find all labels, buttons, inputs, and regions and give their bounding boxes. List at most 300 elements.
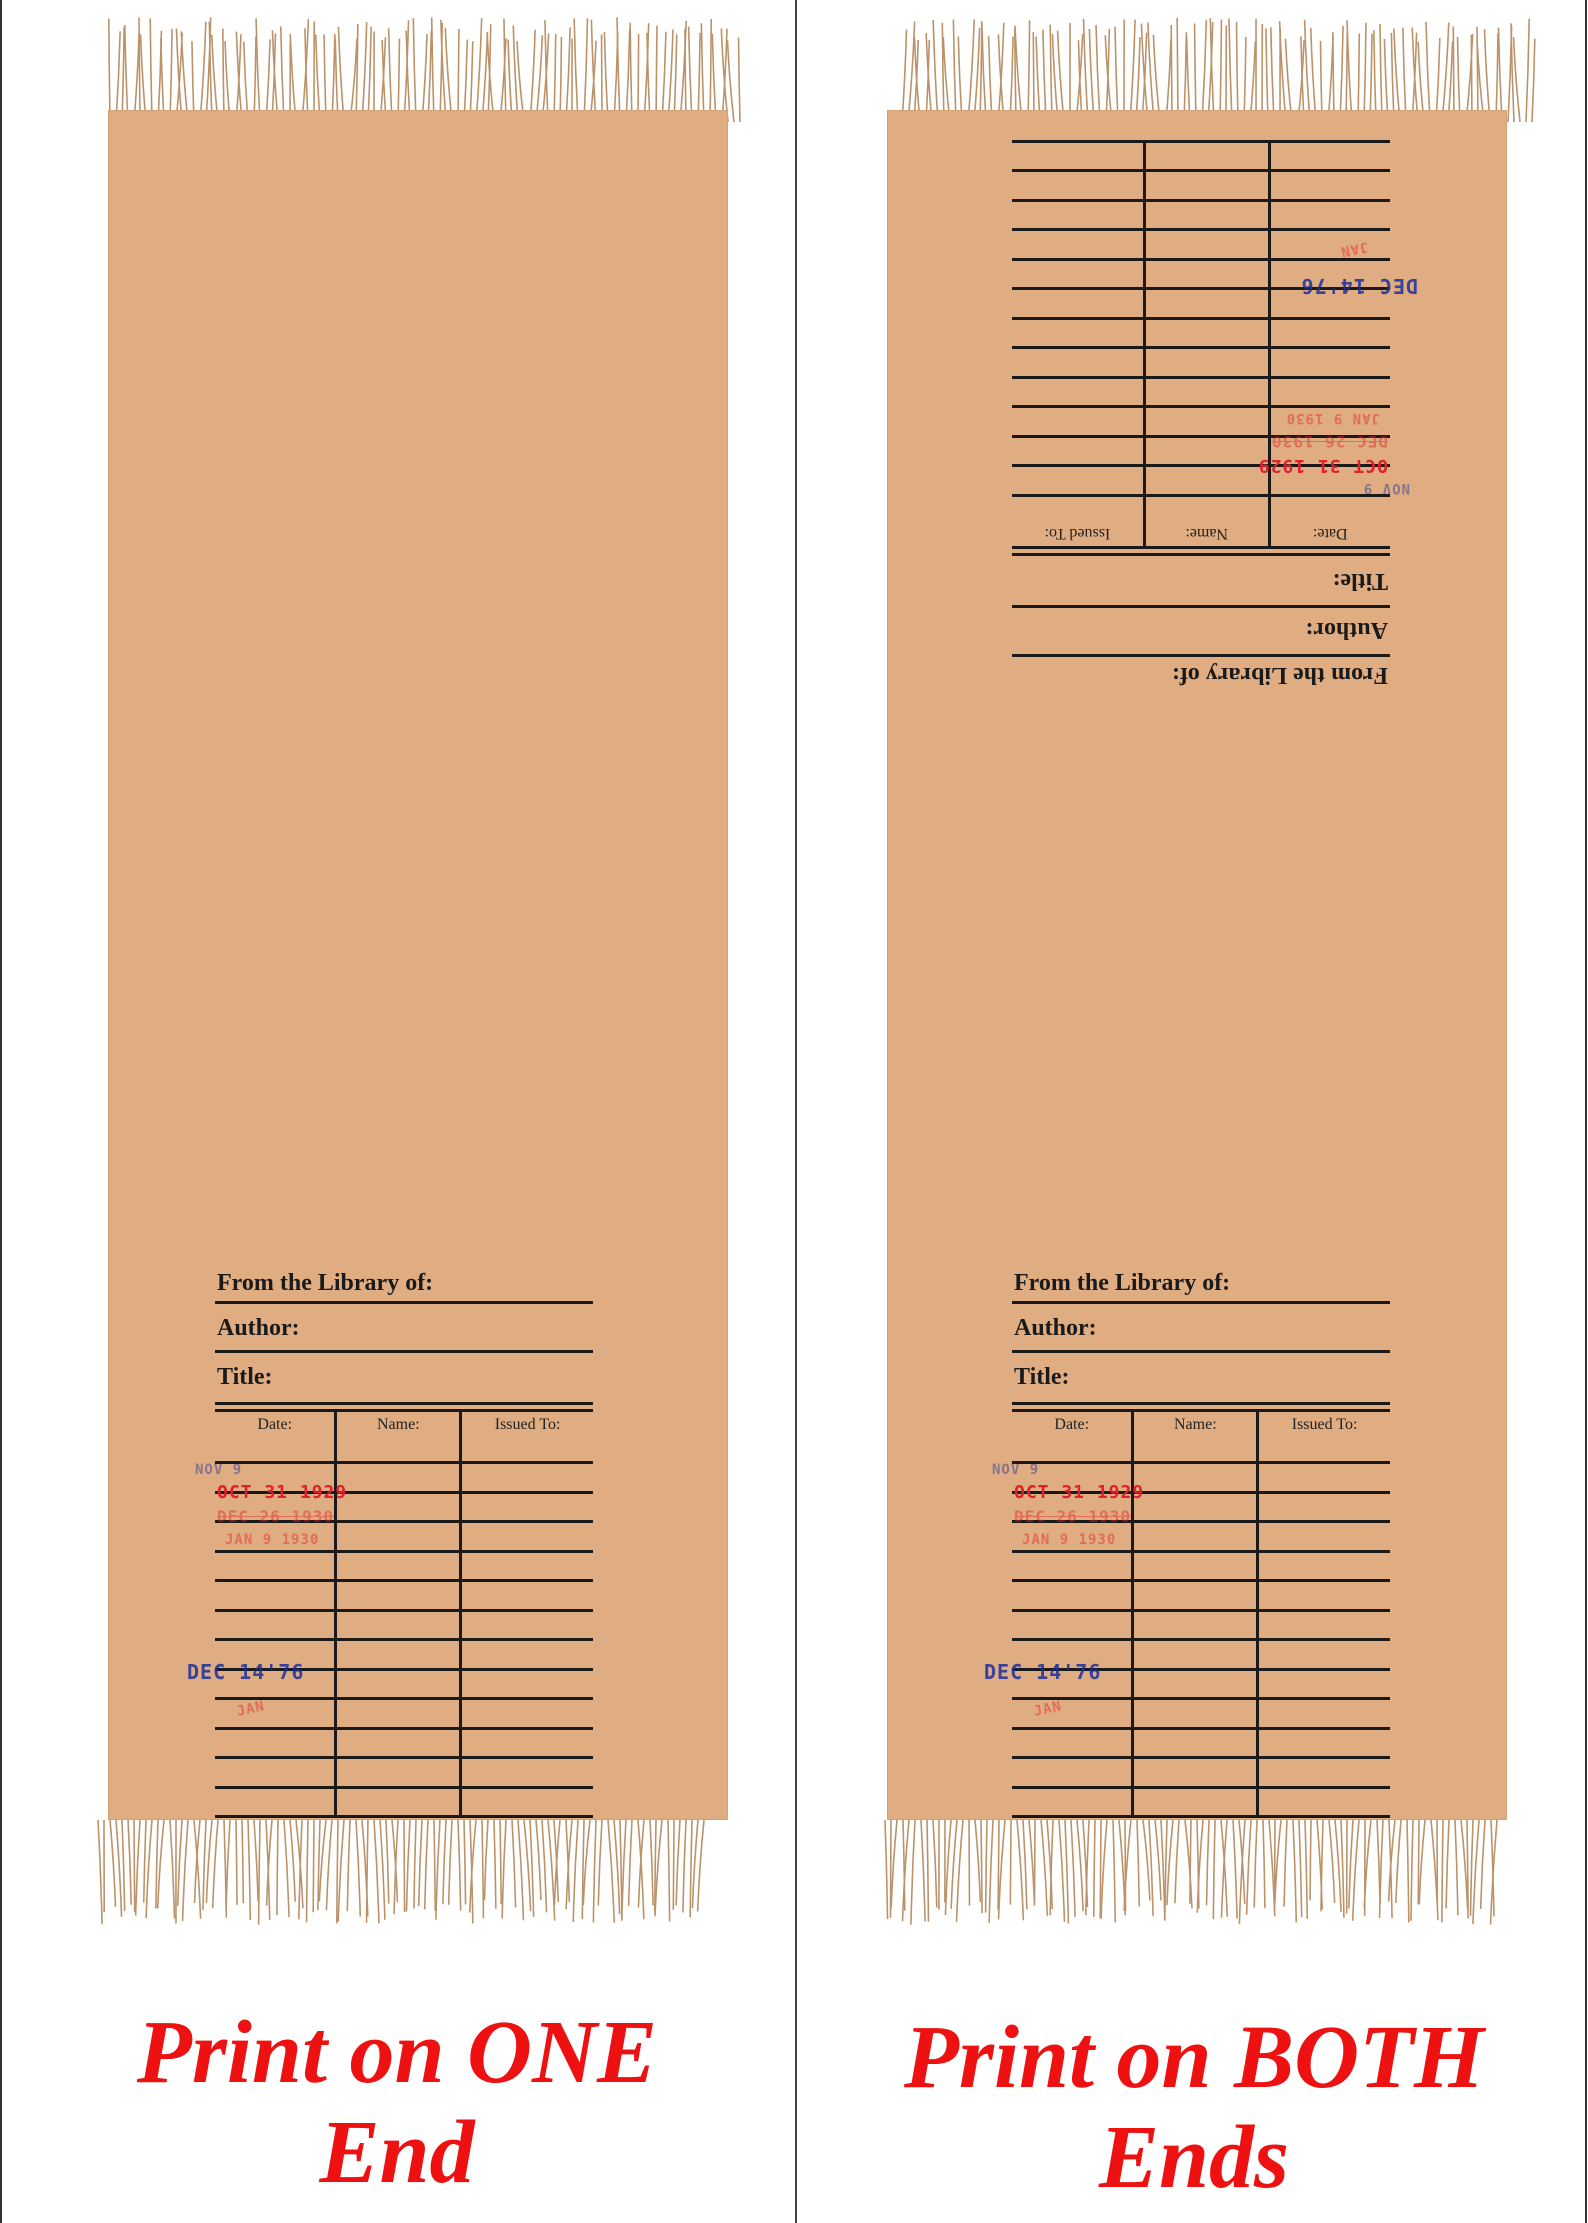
fringe-strand [1353,1820,1359,1921]
fringe-strand [414,1820,416,1909]
fringe-strand [338,1820,344,1922]
fringe-strand [212,35,218,122]
title-label: Title: [1332,568,1388,594]
fringe-strand [986,1820,987,1913]
fringe-strand [146,1820,152,1918]
table-cell [1258,1728,1390,1758]
bottom-fringe [797,1818,1588,1933]
table-cell [1258,1758,1390,1788]
table-cell [336,1610,461,1640]
table-cell [1269,319,1390,349]
double-rule [1012,1402,1390,1412]
fringe-strand [698,33,700,122]
fringe-strand [1059,1820,1064,1922]
fringe-strand [530,30,535,122]
caption-line-1: Print on BOTH [903,2008,1485,2107]
fringe-strand [1071,1820,1075,1917]
table-cell [461,1728,593,1758]
table-row [1012,348,1390,378]
table-cell [1133,1640,1258,1670]
fringe-strand [1165,1820,1167,1921]
fringe-strand [443,1820,446,1904]
fringe-strand [951,1820,957,1909]
fringe-strand [1481,1820,1485,1909]
column-header-issued-to: Issued To: [1012,496,1144,547]
fringe-strand [1161,1820,1165,1920]
fringe-strand [178,1820,182,1906]
fringe-strand [449,1820,452,1905]
fringe-strand [1293,1820,1296,1922]
table-cell [461,1699,593,1729]
fringe-strand [1028,20,1030,122]
fringe-strand [1305,20,1310,122]
fringe-strand [116,31,120,122]
fringe-strand [158,1820,164,1909]
fringe-strand [284,1820,289,1917]
fringe-strand [739,37,740,122]
fringe-strand [1418,1820,1419,1904]
fringe-strand [650,1820,653,1905]
stamp: DEC 26 1930 [1271,432,1388,451]
table-row [1012,201,1390,231]
fringe-strand [593,1820,596,1922]
stamp: NOV 9 [992,1462,1040,1478]
fringe-strand [712,34,716,122]
fringe-strand [1113,1820,1115,1922]
fringe-strand [608,1820,614,1923]
table-cell [1012,1699,1133,1729]
fringe-strand [1305,1820,1307,1919]
fringe-strand [476,18,482,122]
fringe-strand [1403,28,1406,122]
table-cell [1133,1581,1258,1611]
table-cell [1144,171,1269,201]
fringe-strand [458,1820,461,1911]
fringe-strand [1284,1820,1287,1907]
table-cell [1012,378,1144,408]
table-row [215,1728,593,1758]
fringe-strand [194,1820,201,1919]
fringe-strand [1096,25,1100,122]
fringe-strand [434,1820,435,1911]
table-cell [1269,348,1390,378]
table-row [1012,1787,1390,1817]
fringe-strand [1374,30,1376,122]
table-cell [1144,348,1269,378]
table-cell [1012,260,1144,290]
table-cell [336,1728,461,1758]
table-cell [1133,1758,1258,1788]
fringe-strand [1349,1820,1353,1908]
fringe-strand [885,1820,888,1919]
fringe-strand [701,23,704,122]
fringe-strand [1346,33,1347,122]
fringe-strand [1358,33,1359,122]
fringe-strand [1247,1820,1251,1915]
fringe-strand [125,25,128,122]
fringe-strand [206,1820,212,1903]
table-cell [1012,407,1144,437]
table-cell [1012,1758,1133,1788]
table-cell [1012,201,1144,231]
library-card [984,1262,1390,1818]
table-cell [1012,1581,1133,1611]
table-cell [1269,171,1390,201]
fringe-strand [1050,25,1052,122]
stamp: DEC 14'76 [187,1660,305,1684]
fringe-strand [975,1820,980,1902]
fringe-strand [1010,1820,1011,1905]
fringe-strand [1364,23,1366,122]
fringe-strand [139,17,140,122]
fringe-strand [1052,34,1058,122]
fringe-strand [674,34,677,122]
fringe-strand [144,1820,146,1903]
fringe-strand [1207,1820,1209,1905]
table-cell [1133,1551,1258,1581]
title-label: Title: [217,1364,273,1390]
table-cell [1012,1728,1133,1758]
fringe-strand [242,1820,243,1903]
fringe-strand [945,1820,951,1915]
fringe-strand [181,31,188,122]
stamp: NOV 9 [195,1462,243,1478]
fringe-strand [566,27,570,122]
stamp: OCT 31 1929 [1014,1482,1145,1503]
table-cell [1133,1610,1258,1640]
table-cell [1144,289,1269,319]
fringe-strand [432,17,434,122]
table-cell [461,1610,593,1640]
fringe-strand [1442,1820,1443,1922]
fringe-strand [989,1820,993,1923]
fringe-strand [548,1820,555,1921]
fringe-strand [1220,20,1221,122]
fringe-strand [1023,1820,1027,1909]
fringe-strand [1143,1820,1150,1900]
table-cell [215,1758,336,1788]
fringe-strand [122,1820,125,1911]
fringe-strand [1275,1820,1281,1903]
table-row [215,1610,593,1640]
table-row [1012,1728,1390,1758]
stamp: OCT 31 1929 [217,1482,348,1503]
fringe-strand [326,1820,332,1910]
fringe-strand [406,1820,410,1912]
fringe-strand [445,28,452,122]
fringe-strand [673,1820,674,1910]
stamp: JAN [1032,1698,1064,1720]
column-header-issued-to: Issued To: [461,1412,593,1463]
fringe-strand [458,29,459,122]
fringe-strand [1029,1820,1034,1906]
table-cell [461,1492,593,1522]
fringe-strand [1202,20,1206,122]
fringe-strand [254,1820,258,1901]
fringe-strand [290,34,296,122]
fringe-strand [689,27,692,122]
table-cell [1258,1640,1390,1670]
fringe-strand [316,34,320,122]
fringe-strand [524,1820,531,1911]
fringe-strand [141,34,146,122]
fringe-strand [1177,18,1178,122]
fringe-strand [982,21,986,122]
fringe-strand [1229,19,1232,122]
fringe-strand [1335,1820,1341,1912]
fringe-strand [1153,35,1160,122]
fringe-strand [494,1820,496,1909]
fringe-strand [332,34,335,122]
library-label: From the Library of: [215,1262,593,1304]
fringe-strand [277,1820,278,1915]
fringe-strand [1498,28,1502,122]
column-header-date: Date: [1012,1412,1133,1463]
fringe-strand [554,34,556,122]
table-cell [1269,230,1390,260]
fringe-strand [1236,22,1238,122]
fringe-strand [404,1820,405,1912]
table-cell [1144,319,1269,349]
table-cell [1012,230,1144,260]
column-header-date: Date: [215,1412,336,1463]
fringe-strand [1370,34,1372,122]
author-label: Author: [1012,605,1390,654]
table-cell [461,1581,593,1611]
table-cell [1133,1463,1258,1493]
fringe-strand [380,1820,385,1920]
fringe-strand [413,18,416,122]
fringe-strand [1017,1820,1023,1920]
fringe-strand [1233,1820,1237,1919]
fringe-strand [324,34,326,122]
table-cell [1258,1463,1390,1493]
double-rule [215,1402,593,1412]
fringe-strand [1532,39,1535,122]
checkout-table [1012,1412,1390,1818]
fringe-strand [630,23,632,122]
table-cell [215,1699,336,1729]
fringe-strand [536,35,542,122]
fringe-strand [223,29,224,122]
table-cell [336,1669,461,1699]
fringe-strand [512,1820,516,1907]
fringe-strand [500,1820,501,1904]
fringe-strand [668,1820,670,1922]
fringe-strand [1329,1820,1335,1903]
fringe-strand [536,1820,541,1900]
fringe-strand [1380,24,1382,122]
double-rule [1012,546,1390,556]
fringe-strand [1471,1820,1473,1916]
fringe-strand [668,29,673,122]
table-cell [1133,1492,1258,1522]
fringe-strand [1473,1820,1479,1924]
stamp: JAN 9 1930 [1285,410,1380,426]
fringe-strand [542,1820,546,1912]
fringe-strand [676,1820,680,1905]
stamp: DEC 14'76 [984,1660,1102,1684]
fringe-strand [1130,20,1135,122]
fringe-strand [968,19,974,122]
fringe-strand [307,1820,308,1922]
author-label: Author: [215,1304,593,1353]
stamp: JAN [1338,238,1370,260]
fringe-strand [386,1820,389,1904]
fringe-strand [662,32,666,122]
fringe-strand [1115,27,1118,122]
stamp: JAN 9 1930 [1022,1532,1117,1548]
table-row [1012,230,1390,260]
fringe-strand [338,27,344,122]
fringe-strand [1514,37,1520,122]
fringe-strand [933,20,938,122]
table-row [215,1787,593,1817]
fringe-strand [1471,35,1472,122]
fringe-strand [1311,28,1316,122]
fringe-strand [1419,1820,1425,1904]
fringe-strand [911,1820,915,1925]
library-label: From the Library of: [1012,654,1390,696]
fringe-strand [1442,23,1449,122]
fringe-strand [213,1820,218,1908]
table-cell [336,1463,461,1493]
table-cell [336,1787,461,1817]
table-cell [1012,171,1144,201]
table-cell [1012,348,1144,378]
fringe-strand [1155,1820,1161,1900]
fringe-strand [1167,1820,1173,1905]
checkout-table [215,1412,593,1818]
fringe-strand [256,18,260,122]
table-cell [1144,407,1269,437]
fringe-strand [1453,26,1454,122]
fringe-strand [200,22,206,122]
table-cell [215,1551,336,1581]
fringe-strand [1496,33,1498,122]
fringe-strand [502,1820,506,1918]
fringe-strand [518,1820,523,1920]
fringe-strand [692,1820,698,1908]
table-cell [1012,319,1144,349]
column-header-date: Date: [1269,496,1390,547]
table-cell [1012,289,1144,319]
table-row [1012,1551,1390,1581]
fringe-strand [150,18,152,122]
table-cell [1269,142,1390,172]
table-cell [1258,1699,1390,1729]
fringe-strand [1391,33,1394,122]
fringe-strand [313,1820,314,1912]
fringe-strand [299,1820,302,1919]
caption-line-2: End [319,2103,475,2202]
fringe-strand [362,22,367,122]
table-cell [1144,466,1269,496]
fringe-strand [981,1820,982,1913]
fringe-strand [482,32,487,122]
table-cell [461,1669,593,1699]
table-row [1012,319,1390,349]
fringe-strand [638,34,639,122]
table-cell [1258,1787,1390,1817]
fringe-strand [1065,1820,1068,1924]
fringe-strand [464,1820,466,1904]
fringe-strand [170,29,172,122]
fringe-strand [1213,1820,1215,1919]
fringe-strand [902,30,906,122]
fringe-strand [226,1820,230,1909]
column-header-issued-to: Issued To: [1258,1412,1390,1463]
fringe-strand [419,1820,422,1906]
fringe-strand [290,1820,295,1902]
fringe-strand [1084,19,1088,122]
fringe-strand [1396,1820,1401,1903]
fringe-strand [927,1820,928,1922]
table-row [215,1758,593,1788]
table-cell [1133,1787,1258,1817]
table-cell [1269,201,1390,231]
fringe-strand [698,1820,704,1911]
fringe-strand [690,1820,692,1917]
stamp: DEC 14'76 [1300,274,1418,298]
fringe-strand [134,33,139,122]
fringe-strand [374,1820,379,1923]
table-row [215,1581,593,1611]
fringe-strand [1171,25,1172,122]
fringe-strand [953,20,956,122]
stamp: OCT 31 1929 [1257,455,1388,476]
column-header-name: Name: [336,1412,461,1463]
fringe-strand [337,1820,338,1923]
table-cell [1012,1610,1133,1640]
table-cell [461,1551,593,1581]
fringe-strand [170,1820,175,1918]
table-cell [1144,260,1269,290]
fringe-strand [908,21,915,122]
table-cell [336,1758,461,1788]
stamp: JAN 9 1930 [225,1532,320,1548]
fringe-strand [584,18,587,122]
table-cell [336,1581,461,1611]
fringe-strand [622,1820,626,1921]
checkout-table [1012,140,1390,546]
table-cell [1144,378,1269,408]
title-label: Title: [1014,1364,1070,1390]
fringe-strand [1485,29,1490,122]
table-cell [336,1640,461,1670]
fringe-strand [974,28,980,122]
table-cell [1258,1551,1390,1581]
table-cell [1133,1699,1258,1729]
fringe-strand [248,1820,250,1920]
fringe-strand [1411,1820,1413,1921]
stamp: NOV 9 [1362,480,1410,496]
fringe-strand [1041,1820,1047,1916]
fringe-strand [425,1820,428,1909]
table-row [1012,1699,1390,1729]
table-row [1012,142,1390,172]
table-cell [1258,1581,1390,1611]
fringe-strand [136,1820,140,1915]
table-cell [461,1463,593,1493]
fringe-strand [1394,28,1400,122]
fringe-strand [629,1820,632,1906]
fringe-strand [1058,31,1064,122]
table-row [1012,1610,1390,1640]
fringe-strand [110,1820,115,1907]
fringe-strand [122,27,124,122]
fringe-strand [98,1820,102,1924]
